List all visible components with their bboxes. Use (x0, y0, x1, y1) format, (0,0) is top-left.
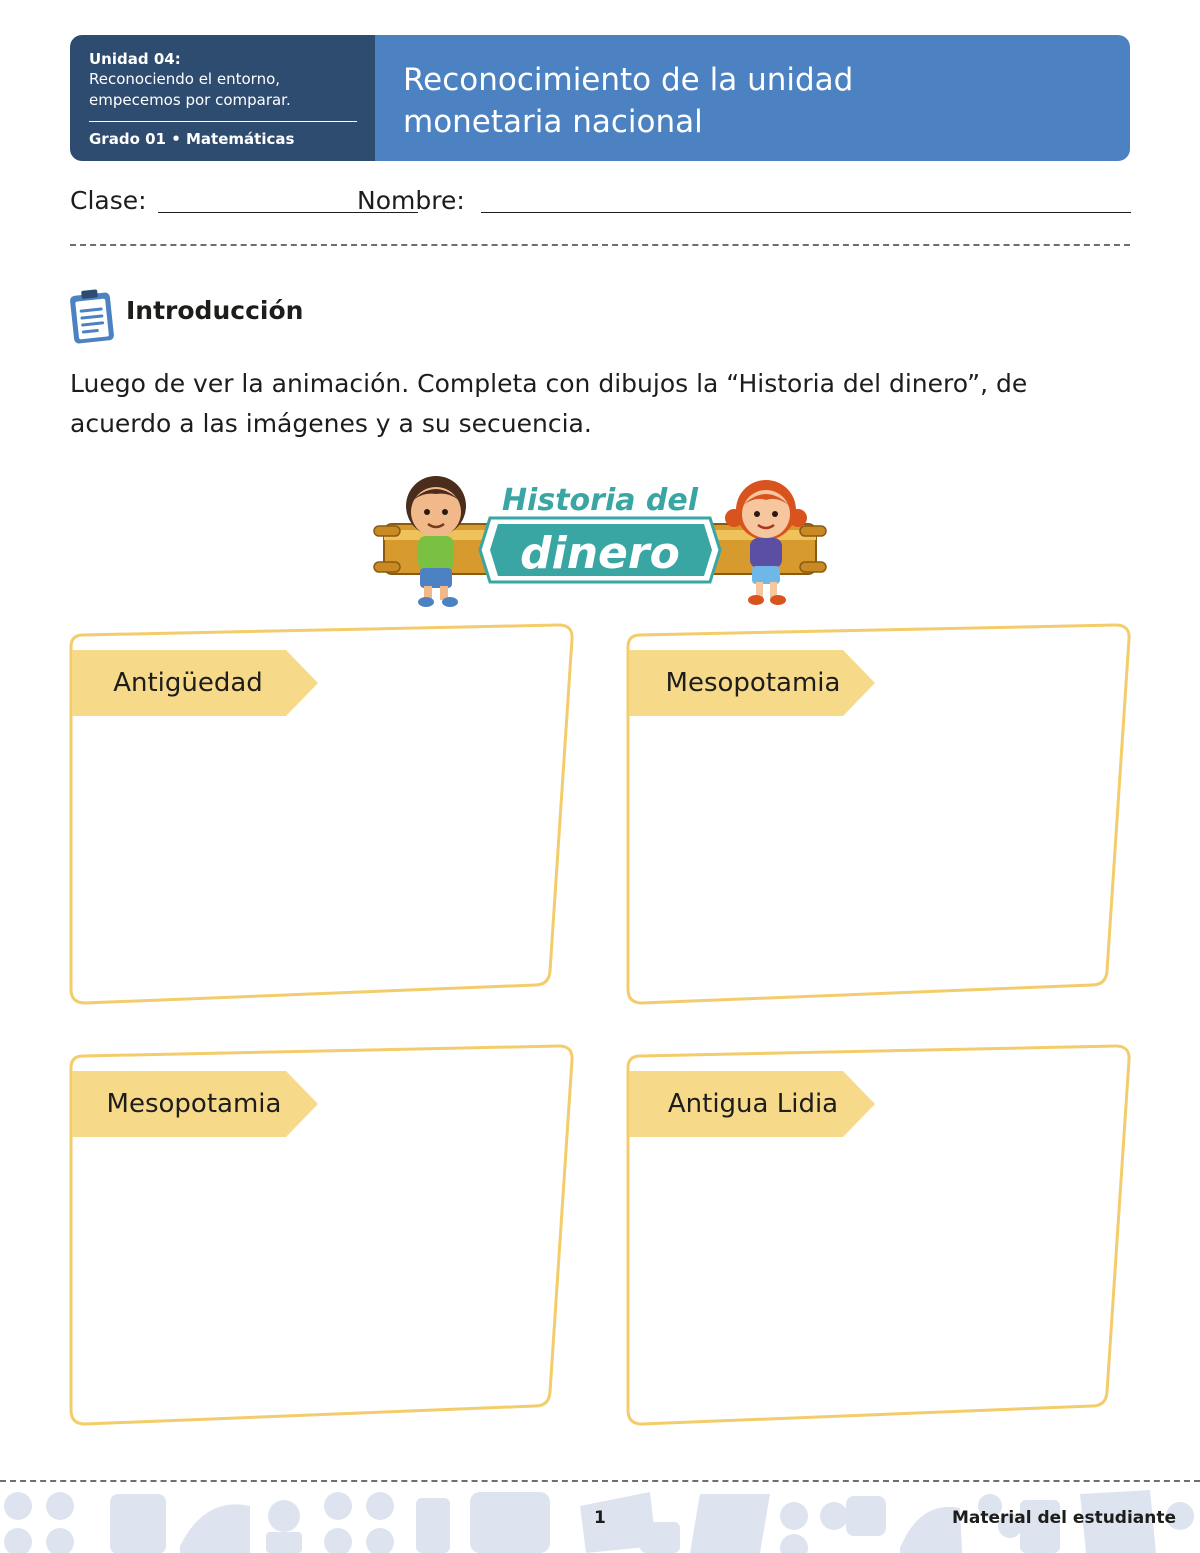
drawing-panel-mesopotamia-2[interactable] (69, 1044, 575, 1428)
drawing-panel-mesopotamia-1[interactable] (626, 623, 1132, 1007)
clipboard-icon (70, 288, 116, 344)
header-banner (70, 35, 1130, 161)
banner-line1: Historia del (501, 483, 699, 518)
money-history-banner (370, 468, 830, 610)
intro-text-line2: acuerdo a las imágenes y a su secuencia. (70, 409, 592, 438)
unit-info (70, 35, 375, 161)
panel-tag (629, 650, 877, 716)
lesson-title-line2: monetaria nacional (403, 104, 703, 140)
name-label: Nombre: (357, 186, 465, 215)
name-field[interactable] (481, 212, 1131, 213)
unit-subtitle-line2: empecemos por comparar. (89, 91, 291, 109)
intro-text-line1: Luego de ver la animación. Completa con dibujos la “Historia del dinero”, de (70, 369, 1028, 398)
unit-divider (89, 121, 357, 122)
student-fields (70, 184, 1132, 220)
footer-divider (0, 1480, 1200, 1482)
unit-subtitle-line1: Reconociendo el entorno, (89, 70, 281, 88)
lesson-title (375, 35, 1130, 161)
grade-subject: Grado 01 • Matemáticas (89, 130, 295, 148)
drawing-panel-antigua-lidia[interactable] (626, 1044, 1132, 1428)
panel-label: Mesopotamia (665, 668, 841, 698)
panel-tag (72, 1071, 320, 1137)
unit-title: Unidad 04: (89, 50, 181, 68)
intro-instructions (70, 364, 1110, 444)
drawing-panel-antiguedad[interactable] (69, 623, 575, 1007)
panel-tag (629, 1071, 877, 1137)
page-number: 1 (594, 1508, 606, 1528)
class-label: Clase: (70, 186, 147, 215)
lesson-title-line1: Reconocimiento de la unidad (403, 62, 854, 98)
panel-label: Mesopotamia (106, 1089, 282, 1119)
banner-line2: dinero (520, 528, 680, 579)
panel-label: Antigüedad (113, 668, 263, 698)
intro-heading: Introducción (126, 296, 304, 325)
footer-label: Material del estudiante (952, 1508, 1177, 1528)
section-divider (70, 244, 1130, 246)
panel-label: Antigua Lidia (667, 1089, 839, 1119)
panel-tag (72, 650, 320, 716)
